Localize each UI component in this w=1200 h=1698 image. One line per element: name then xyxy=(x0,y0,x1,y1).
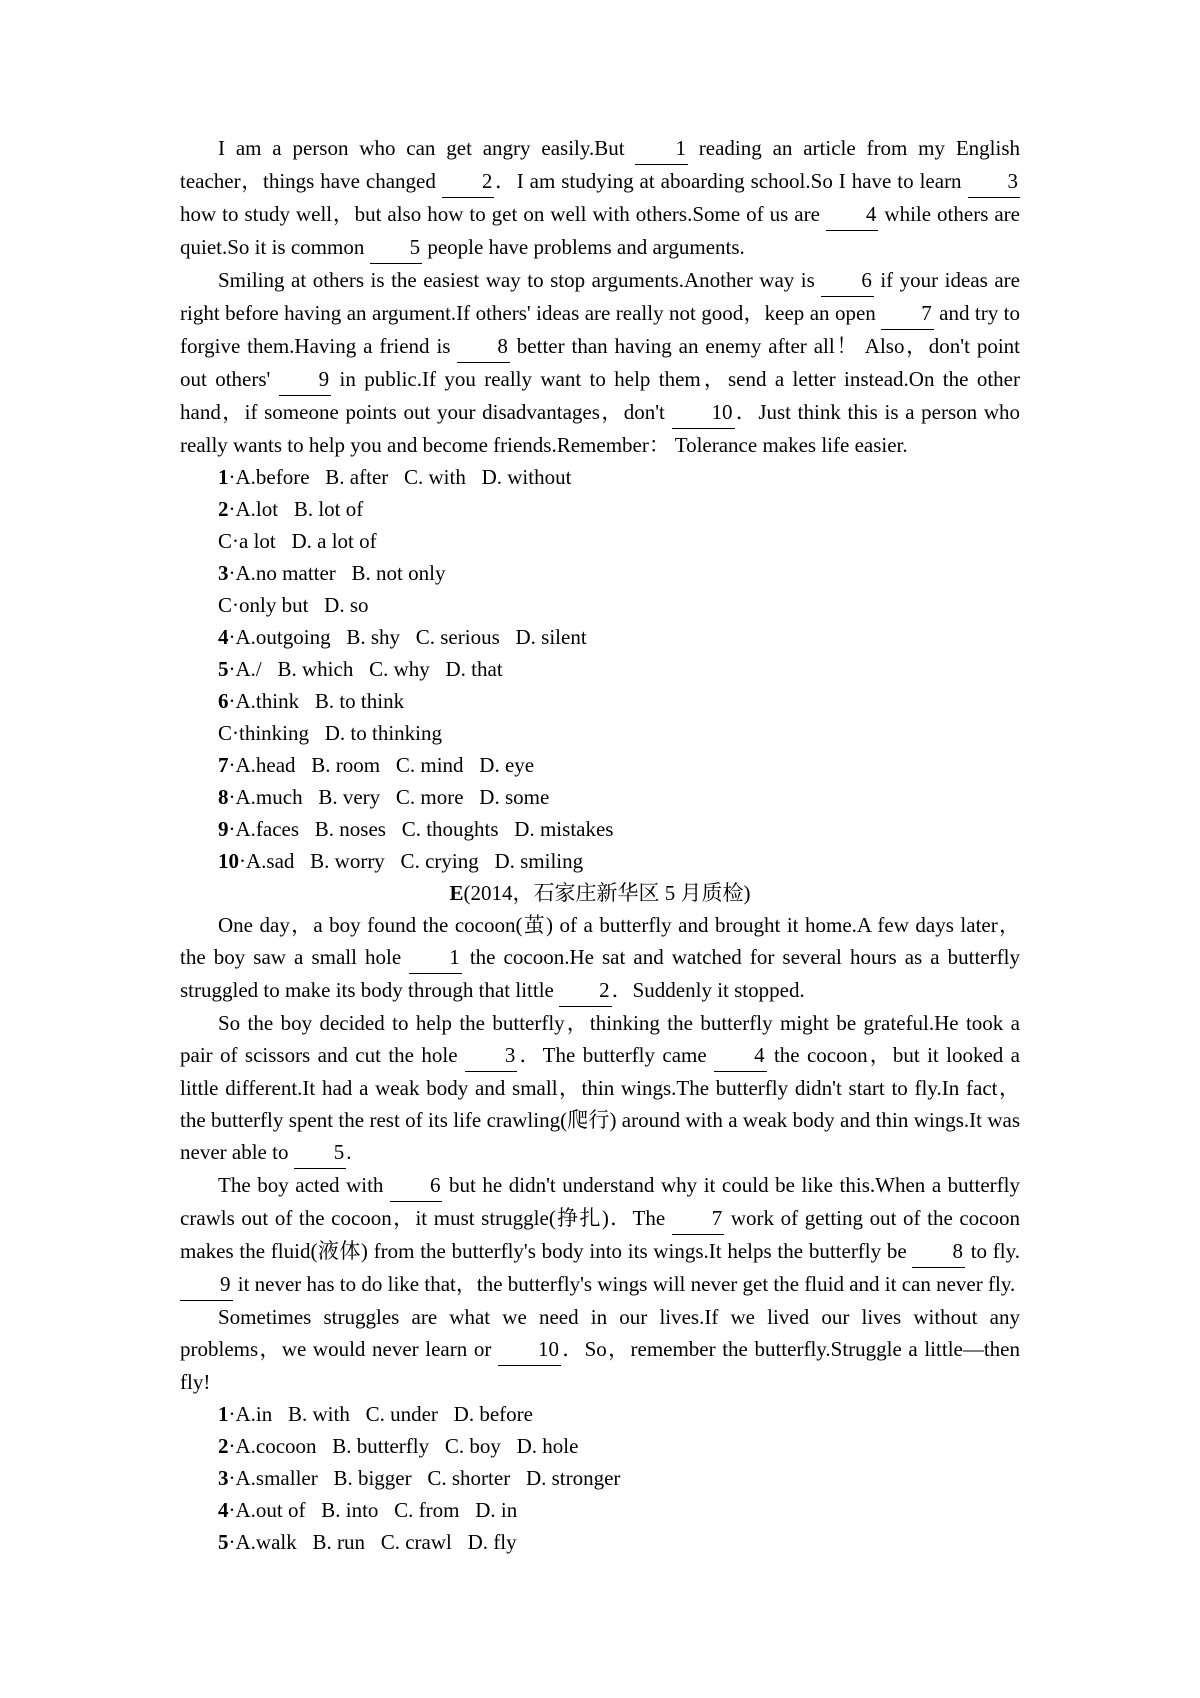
text-run: ·A.lot B. lot of xyxy=(228,497,364,521)
text-run: ·A.faces B. noses C. thoughts D. mistakes xyxy=(228,817,614,841)
bold-run: E xyxy=(449,881,464,905)
text-run: ·A.head B. room C. mind D. eye xyxy=(228,753,535,777)
cloze-blank: 10 xyxy=(498,1333,561,1366)
text-run: ·A.no matter B. not only xyxy=(228,561,446,585)
text-run: (2014，石家庄新华区 5 月质检) xyxy=(463,881,751,905)
bold-run: 9 xyxy=(218,817,229,841)
text-run: work of getting out of the cocoon makes the fluid(液体) from the butterfly's body into its wings.It helps the butterfly be xyxy=(180,1206,1021,1263)
bold-run: 8 xyxy=(218,785,229,809)
text-run: So the boy decided to help the butterfly，thinking the butterfly might be grateful.He took a pair of scissors and cut the hole xyxy=(180,1011,1020,1067)
text-run: The boy acted with xyxy=(218,1173,390,1197)
question-e-4 xyxy=(180,1494,1020,1526)
text-run: ·A.in B. with C. under D. before xyxy=(228,1402,533,1426)
text-run: C·only but D. so xyxy=(218,593,369,617)
document-body xyxy=(180,132,1020,1558)
bold-run: 1 xyxy=(218,1402,229,1426)
text-run: I am a person who can get angry easily.But xyxy=(218,136,636,160)
text-run: C·thinking D. to thinking xyxy=(218,721,443,745)
text-run: ．I am studying at aboarding school.So I have to learn xyxy=(494,169,968,193)
text-run: ·A.cocoon B. butterfly C. boy D. hole xyxy=(228,1434,579,1458)
section-e-heading xyxy=(180,877,1020,909)
bold-run: 3 xyxy=(218,561,229,585)
cloze-blank: 1 xyxy=(635,132,688,165)
question-d-2-cont xyxy=(180,525,1020,557)
text-run: and try to forgive them.Having a friend is xyxy=(180,301,1020,358)
bold-run: 6 xyxy=(218,689,229,713)
bold-run: 1 xyxy=(218,465,229,489)
text-run: . xyxy=(346,1140,352,1164)
cloze-blank: 9 xyxy=(279,363,332,396)
text-run: ·A.much B. very C. more D. some xyxy=(228,785,550,809)
question-d-2 xyxy=(180,493,1020,525)
bold-run: 7 xyxy=(218,753,229,777)
text-run: to fly. xyxy=(964,1239,1020,1263)
bold-run: 4 xyxy=(218,625,229,649)
passage-e-paragraph-4 xyxy=(180,1301,1020,1398)
cloze-blank: 7 xyxy=(881,297,934,330)
text-run: the cocoon，but it looked a little different.It had a weak body and small，thin wings.The butterfly didn't start to fly.In fact，the butterfly spent the rest of its life crawling(爬行) around with a weak body and thin wings.It was never able to xyxy=(180,1043,1020,1164)
passage-d-paragraph-1 xyxy=(180,132,1020,264)
cloze-blank: 5 xyxy=(294,1136,347,1169)
cloze-blank: 9 xyxy=(180,1268,233,1301)
question-d-3 xyxy=(180,557,1020,589)
bold-run: 5 xyxy=(218,657,229,681)
text-run: ·A.walk B. run C. crawl D. fly xyxy=(228,1530,517,1554)
text-run: ·A.before B. after C. with D. without xyxy=(228,465,572,489)
text-run: Sometimes struggles are what we need in our lives.If we lived our lives without any problems，we would never learn or xyxy=(180,1305,1020,1361)
text-run: if your ideas are right before having an argument.If others' ideas are really not good，keep an open xyxy=(180,268,1020,325)
text-run: ．The butterfly came xyxy=(517,1043,715,1067)
question-d-4 xyxy=(180,621,1020,653)
text-run: it never has to do like that，the butterfly's wings will never get the fluid and it can never fly. xyxy=(232,1272,1016,1296)
text-run: ．Suddenly it stopped. xyxy=(611,978,805,1002)
bold-run: 3 xyxy=(218,1466,229,1490)
text-run: people have problems and arguments. xyxy=(422,235,745,259)
question-e-2 xyxy=(180,1430,1020,1462)
question-d-1 xyxy=(180,461,1020,493)
question-d-6 xyxy=(180,685,1020,717)
question-d-6-cont xyxy=(180,717,1020,749)
bold-run: 10 xyxy=(218,849,239,873)
text-run: but he didn't understand why it could be like this.When a butterfly crawls out of the cocoon，it must struggle(挣扎)．The xyxy=(180,1173,1020,1230)
cloze-blank: 4 xyxy=(826,198,879,231)
bold-run: 5 xyxy=(218,1530,229,1554)
text-run: reading an article from my English teacher，things have changed xyxy=(180,136,1020,193)
text-run: while others are quiet.So it is common xyxy=(180,202,1020,259)
text-run: Smiling at others is the easiest way to stop arguments.Another way is xyxy=(218,268,822,292)
text-run: ．So，remember the butterfly.Struggle a little—then fly! xyxy=(180,1337,1021,1394)
question-e-3 xyxy=(180,1462,1020,1494)
cloze-blank: 6 xyxy=(821,264,874,297)
passage-e-paragraph-2 xyxy=(180,1007,1020,1169)
cloze-blank: 5 xyxy=(370,231,423,264)
text-run: ·A.out of B. into C. from D. in xyxy=(228,1498,518,1522)
cloze-blank: 8 xyxy=(912,1235,965,1268)
cloze-blank: 4 xyxy=(714,1039,767,1072)
question-e-1 xyxy=(180,1398,1020,1430)
cloze-blank: 1 xyxy=(409,941,462,974)
cloze-blank: 8 xyxy=(457,330,510,363)
question-d-3-cont xyxy=(180,589,1020,621)
question-d-9 xyxy=(180,813,1020,845)
question-d-10 xyxy=(180,845,1020,877)
cloze-blank: 6 xyxy=(390,1169,443,1202)
question-d-8 xyxy=(180,781,1020,813)
text-run: One day，a boy found the cocoon(茧) of a butterfly and brought it home.A few days later，the boy saw a small hole xyxy=(180,913,1020,969)
cloze-blank: 2 xyxy=(559,974,612,1007)
text-run: the cocoon.He sat and watched for several hours as a butterfly struggled to make its body through that little xyxy=(180,945,1020,1002)
question-d-5 xyxy=(180,653,1020,685)
question-d-7 xyxy=(180,749,1020,781)
passage-e-paragraph-1 xyxy=(180,909,1020,1007)
text-run: ·A.smaller B. bigger C. shorter D. stronger xyxy=(228,1466,621,1490)
bold-run: 2 xyxy=(218,1434,229,1458)
bold-run: 2 xyxy=(218,497,229,521)
text-run: ·A.sad B. worry C. crying D. smiling xyxy=(239,849,584,873)
cloze-blank: 3 xyxy=(968,165,1021,198)
text-run: better than having an enemy after all！ Also，don't point out others' xyxy=(180,334,1020,391)
text-run: ·A./ B. which C. why D. that xyxy=(228,657,503,681)
text-run: how to study well，but also how to get on well with others.Some of us are xyxy=(180,202,826,226)
text-run: ·A.think B. to think xyxy=(228,689,405,713)
bold-run: 4 xyxy=(218,1498,229,1522)
text-run: ·A.outgoing B. shy C. serious D. silent xyxy=(228,625,587,649)
text-run: in public.If you really want to help them，send a letter instead.On the other hand，if someone points out your disadvantages，don't xyxy=(180,367,1020,424)
passage-e-paragraph-3 xyxy=(180,1169,1020,1301)
cloze-blank: 10 xyxy=(672,396,735,429)
cloze-blank: 2 xyxy=(442,165,495,198)
cloze-blank: 7 xyxy=(672,1202,725,1235)
question-e-5 xyxy=(180,1526,1020,1558)
text-run: ．Just think this is a person who really wants to help you and become friends.Remember： Tolerance makes life easier. xyxy=(180,400,1020,457)
passage-d-paragraph-2 xyxy=(180,264,1020,461)
cloze-blank: 3 xyxy=(465,1039,518,1072)
text-run: C·a lot D. a lot of xyxy=(218,529,377,553)
